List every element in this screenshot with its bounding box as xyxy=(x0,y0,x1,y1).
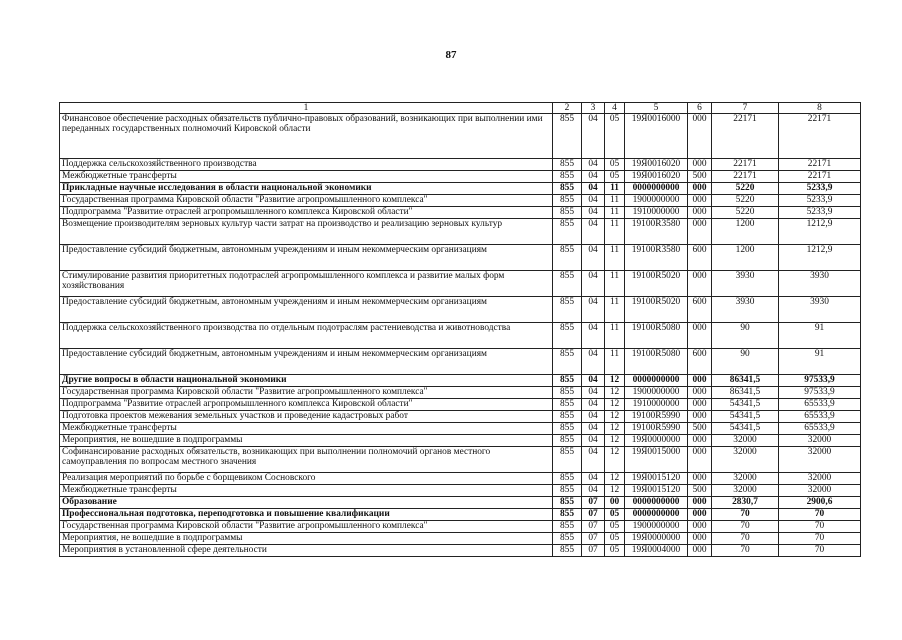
cell-csr: 19100R3580 xyxy=(625,219,688,245)
cell-sum1: 22171 xyxy=(712,159,779,171)
cell-rz: 07 xyxy=(582,533,605,545)
cell-vr: 600 xyxy=(688,245,712,271)
cell-sum2: 1212,9 xyxy=(779,245,861,271)
cell-sum2: 97533,9 xyxy=(779,375,861,387)
cell-rz: 04 xyxy=(582,387,605,399)
cell-sum1: 22171 xyxy=(712,171,779,183)
table-row xyxy=(60,399,861,411)
header-row xyxy=(60,103,861,114)
table-row xyxy=(60,545,861,557)
cell-sum2: 91 xyxy=(779,323,861,349)
table-row xyxy=(60,349,861,375)
cell-rz: 04 xyxy=(582,195,605,207)
cell-rz: 04 xyxy=(582,411,605,423)
cell-csr: 19Я0016020 xyxy=(625,159,688,171)
cell-csr: 19100R5990 xyxy=(625,411,688,423)
cell-vr: 000 xyxy=(688,411,712,423)
cell-pr: 11 xyxy=(605,183,625,195)
cell-sum2: 32000 xyxy=(779,447,861,473)
cell-ved: 855 xyxy=(553,375,582,387)
cell-pr: 11 xyxy=(605,297,625,323)
cell-sum1: 32000 xyxy=(712,473,779,485)
cell-rz: 04 xyxy=(582,435,605,447)
cell-sum1: 32000 xyxy=(712,435,779,447)
cell-sum1: 1200 xyxy=(712,219,779,245)
cell-pr: 12 xyxy=(605,399,625,411)
cell-vr: 600 xyxy=(688,349,712,375)
cell-csr: 1900000000 xyxy=(625,195,688,207)
cell-vr: 000 xyxy=(688,545,712,557)
cell-name: Возмещение производителям зерновых культур части затрат на производство и реализацию зерновых культур xyxy=(60,219,553,245)
cell-csr: 1900000000 xyxy=(625,387,688,399)
cell-vr: 000 xyxy=(688,271,712,297)
cell-name: Межбюджетные трансферты xyxy=(60,171,553,183)
cell-pr: 11 xyxy=(605,271,625,297)
cell-sum2: 70 xyxy=(779,533,861,545)
cell-csr: 19Я0015120 xyxy=(625,485,688,497)
cell-name: Финансовое обеспечение расходных обязательств публично-правовых образований, возникающих при выполнении ими переданных государственных полномочий Кировской области xyxy=(60,114,553,159)
cell-ved: 855 xyxy=(553,447,582,473)
cell-name: Предоставление субсидий бюджетным, автономным учреждениям и иным некоммерческим организациям xyxy=(60,349,553,375)
table-row xyxy=(60,473,861,485)
cell-ved: 855 xyxy=(553,114,582,159)
cell-rz: 04 xyxy=(582,207,605,219)
cell-vr: 000 xyxy=(688,435,712,447)
cell-ved: 855 xyxy=(553,349,582,375)
cell-csr: 0000000000 xyxy=(625,497,688,509)
table-row xyxy=(60,435,861,447)
cell-vr: 000 xyxy=(688,497,712,509)
cell-ved: 855 xyxy=(553,171,582,183)
cell-ved: 855 xyxy=(553,473,582,485)
cell-rz: 04 xyxy=(582,447,605,473)
cell-rz: 07 xyxy=(582,497,605,509)
cell-vr: 000 xyxy=(688,387,712,399)
table-row xyxy=(60,411,861,423)
cell-csr: 19100R5020 xyxy=(625,271,688,297)
cell-pr: 12 xyxy=(605,473,625,485)
header-cell: 2 xyxy=(553,103,582,114)
cell-pr: 12 xyxy=(605,485,625,497)
cell-name: Государственная программа Кировской области "Развитие агропромышленного комплекса" xyxy=(60,521,553,533)
cell-sum1: 86341,5 xyxy=(712,375,779,387)
cell-rz: 04 xyxy=(582,423,605,435)
cell-vr: 000 xyxy=(688,399,712,411)
cell-rz: 04 xyxy=(582,171,605,183)
cell-sum1: 32000 xyxy=(712,447,779,473)
cell-ved: 855 xyxy=(553,497,582,509)
cell-ved: 855 xyxy=(553,207,582,219)
cell-sum2: 97533,9 xyxy=(779,387,861,399)
table-row xyxy=(60,171,861,183)
cell-sum1: 3930 xyxy=(712,271,779,297)
cell-vr: 500 xyxy=(688,171,712,183)
cell-sum2: 3930 xyxy=(779,271,861,297)
cell-sum2: 5233,9 xyxy=(779,195,861,207)
cell-vr: 000 xyxy=(688,183,712,195)
table-row xyxy=(60,423,861,435)
cell-rz: 04 xyxy=(582,183,605,195)
cell-ved: 855 xyxy=(553,183,582,195)
cell-sum1: 5220 xyxy=(712,183,779,195)
table-row xyxy=(60,271,861,297)
cell-name: Мероприятия в установленной сфере деятельности xyxy=(60,545,553,557)
cell-csr: 1910000000 xyxy=(625,399,688,411)
cell-sum2: 22171 xyxy=(779,171,861,183)
cell-vr: 000 xyxy=(688,114,712,159)
cell-sum2: 22171 xyxy=(779,159,861,171)
cell-pr: 05 xyxy=(605,171,625,183)
cell-rz: 04 xyxy=(582,297,605,323)
header-cell: 6 xyxy=(688,103,712,114)
cell-sum1: 22171 xyxy=(712,114,779,159)
table-row xyxy=(60,447,861,473)
table-row xyxy=(60,323,861,349)
cell-vr: 000 xyxy=(688,323,712,349)
cell-sum1: 2830,7 xyxy=(712,497,779,509)
table-row xyxy=(60,219,861,245)
cell-pr: 12 xyxy=(605,411,625,423)
table-row xyxy=(60,533,861,545)
cell-vr: 000 xyxy=(688,195,712,207)
cell-rz: 07 xyxy=(582,521,605,533)
cell-vr: 600 xyxy=(688,297,712,323)
cell-ved: 855 xyxy=(553,545,582,557)
cell-vr: 000 xyxy=(688,159,712,171)
header-cell: 3 xyxy=(582,103,605,114)
cell-name: Предоставление субсидий бюджетным, автономным учреждениям и иным некоммерческим организациям xyxy=(60,245,553,271)
cell-sum1: 1200 xyxy=(712,245,779,271)
cell-name: Поддержка сельскохозяйственного производства xyxy=(60,159,553,171)
cell-name: Мероприятия, не вошедшие в подпрограммы xyxy=(60,435,553,447)
cell-vr: 000 xyxy=(688,533,712,545)
cell-rz: 04 xyxy=(582,114,605,159)
cell-vr: 500 xyxy=(688,423,712,435)
table-row xyxy=(60,245,861,271)
cell-csr: 0000000000 xyxy=(625,183,688,195)
cell-csr: 19100R5080 xyxy=(625,349,688,375)
cell-rz: 04 xyxy=(582,159,605,171)
cell-pr: 05 xyxy=(605,521,625,533)
cell-name: Стимулирование развития приоритетных подотраслей агропромышленного комплекса и развитие малых форм хозяйствования xyxy=(60,271,553,297)
table-row xyxy=(60,485,861,497)
cell-name: Образование xyxy=(60,497,553,509)
cell-name: Предоставление субсидий бюджетным, автономным учреждениям и иным некоммерческим организациям xyxy=(60,297,553,323)
cell-ved: 855 xyxy=(553,195,582,207)
cell-csr: 0000000000 xyxy=(625,375,688,387)
header-cell: 5 xyxy=(625,103,688,114)
cell-rz: 04 xyxy=(582,375,605,387)
cell-csr: 19100R5080 xyxy=(625,323,688,349)
cell-sum1: 54341,5 xyxy=(712,423,779,435)
cell-ved: 855 xyxy=(553,509,582,521)
table-row xyxy=(60,207,861,219)
cell-ved: 855 xyxy=(553,533,582,545)
cell-sum2: 32000 xyxy=(779,435,861,447)
cell-vr: 500 xyxy=(688,485,712,497)
cell-sum2: 32000 xyxy=(779,473,861,485)
cell-sum1: 3930 xyxy=(712,297,779,323)
cell-csr: 19Я0016020 xyxy=(625,171,688,183)
cell-csr: 0000000000 xyxy=(625,509,688,521)
cell-pr: 11 xyxy=(605,245,625,271)
cell-name: Софинансирование расходных обязательств, возникающих при выполнении полномочий органов местного самоуправления по вопросам местного значения xyxy=(60,447,553,473)
cell-pr: 12 xyxy=(605,387,625,399)
cell-csr: 19Я0016000 xyxy=(625,114,688,159)
cell-csr: 19Я0000000 xyxy=(625,435,688,447)
header-cell: 7 xyxy=(712,103,779,114)
cell-sum2: 70 xyxy=(779,521,861,533)
cell-rz: 04 xyxy=(582,245,605,271)
table-row xyxy=(60,497,861,509)
cell-name: Подготовка проектов межевания земельных участков и проведение кадастровых работ xyxy=(60,411,553,423)
cell-sum1: 70 xyxy=(712,533,779,545)
table-row xyxy=(60,509,861,521)
cell-sum2: 5233,9 xyxy=(779,183,861,195)
cell-rz: 04 xyxy=(582,219,605,245)
cell-vr: 000 xyxy=(688,521,712,533)
cell-pr: 11 xyxy=(605,349,625,375)
cell-csr: 19100R5990 xyxy=(625,423,688,435)
cell-rz: 04 xyxy=(582,485,605,497)
cell-pr: 12 xyxy=(605,423,625,435)
cell-name: Государственная программа Кировской области "Развитие агропромышленного комплекса" xyxy=(60,195,553,207)
cell-csr: 19100R5020 xyxy=(625,297,688,323)
cell-ved: 855 xyxy=(553,271,582,297)
cell-rz: 04 xyxy=(582,399,605,411)
cell-rz: 07 xyxy=(582,509,605,521)
cell-sum1: 70 xyxy=(712,509,779,521)
cell-ved: 855 xyxy=(553,245,582,271)
cell-pr: 12 xyxy=(605,375,625,387)
cell-csr: 19Я0000000 xyxy=(625,533,688,545)
cell-ved: 855 xyxy=(553,159,582,171)
table-row xyxy=(60,114,861,159)
table-row xyxy=(60,297,861,323)
cell-name: Профессиональная подготовка, переподготовка и повышение квалификации xyxy=(60,509,553,521)
cell-sum2: 2900,6 xyxy=(779,497,861,509)
cell-rz: 04 xyxy=(582,349,605,375)
cell-ved: 855 xyxy=(553,399,582,411)
cell-name: Поддержка сельскохозяйственного производства по отдельным подотраслям растениеводства и животноводства xyxy=(60,323,553,349)
cell-sum1: 5220 xyxy=(712,195,779,207)
cell-sum2: 65533,9 xyxy=(779,399,861,411)
cell-name: Реализация мероприятий по борьбе с борщевиком Сосновского xyxy=(60,473,553,485)
cell-sum2: 5233,9 xyxy=(779,207,861,219)
cell-ved: 855 xyxy=(553,411,582,423)
table-row xyxy=(60,521,861,533)
cell-ved: 855 xyxy=(553,521,582,533)
cell-name: Подпрограмма "Развитие отраслей агропромышленного комплекса Кировской области" xyxy=(60,399,553,411)
cell-name: Государственная программа Кировской области "Развитие агропромышленного комплекса" xyxy=(60,387,553,399)
cell-name: Мероприятия, не вошедшие в подпрограммы xyxy=(60,533,553,545)
cell-vr: 000 xyxy=(688,219,712,245)
cell-sum2: 3930 xyxy=(779,297,861,323)
cell-pr: 00 xyxy=(605,497,625,509)
cell-csr: 19100R3580 xyxy=(625,245,688,271)
cell-sum2: 70 xyxy=(779,509,861,521)
cell-rz: 07 xyxy=(582,545,605,557)
page-number: 87 xyxy=(445,49,457,61)
table-row xyxy=(60,387,861,399)
cell-rz: 04 xyxy=(582,473,605,485)
cell-pr: 05 xyxy=(605,159,625,171)
cell-sum1: 54341,5 xyxy=(712,411,779,423)
table-row xyxy=(60,183,861,195)
cell-sum1: 70 xyxy=(712,521,779,533)
cell-sum2: 32000 xyxy=(779,485,861,497)
cell-pr: 05 xyxy=(605,545,625,557)
cell-vr: 000 xyxy=(688,447,712,473)
cell-sum2: 1212,9 xyxy=(779,219,861,245)
cell-ved: 855 xyxy=(553,297,582,323)
cell-sum2: 91 xyxy=(779,349,861,375)
cell-sum2: 70 xyxy=(779,545,861,557)
cell-rz: 04 xyxy=(582,323,605,349)
cell-pr: 05 xyxy=(605,533,625,545)
cell-csr: 19Я0004000 xyxy=(625,545,688,557)
cell-pr: 11 xyxy=(605,219,625,245)
cell-name: Другие вопросы в области национальной экономики xyxy=(60,375,553,387)
budget-table xyxy=(59,102,861,557)
cell-sum2: 65533,9 xyxy=(779,423,861,435)
cell-sum1: 5220 xyxy=(712,207,779,219)
cell-csr: 1900000000 xyxy=(625,521,688,533)
cell-ved: 855 xyxy=(553,435,582,447)
cell-ved: 855 xyxy=(553,387,582,399)
cell-ved: 855 xyxy=(553,485,582,497)
cell-sum1: 90 xyxy=(712,349,779,375)
cell-sum1: 90 xyxy=(712,323,779,349)
cell-sum2: 65533,9 xyxy=(779,411,861,423)
cell-vr: 000 xyxy=(688,509,712,521)
cell-vr: 000 xyxy=(688,207,712,219)
cell-name: Межбюджетные трансферты xyxy=(60,423,553,435)
cell-sum1: 54341,5 xyxy=(712,399,779,411)
cell-pr: 05 xyxy=(605,114,625,159)
table-row xyxy=(60,195,861,207)
cell-pr: 11 xyxy=(605,323,625,349)
cell-pr: 12 xyxy=(605,447,625,473)
cell-name: Прикладные научные исследования в области национальной экономики xyxy=(60,183,553,195)
cell-vr: 000 xyxy=(688,473,712,485)
cell-pr: 05 xyxy=(605,509,625,521)
cell-pr: 11 xyxy=(605,207,625,219)
cell-vr: 000 xyxy=(688,375,712,387)
cell-pr: 11 xyxy=(605,195,625,207)
cell-sum1: 86341,5 xyxy=(712,387,779,399)
cell-sum2: 22171 xyxy=(779,114,861,159)
table-row xyxy=(60,159,861,171)
header-cell: 1 xyxy=(60,103,553,114)
cell-ved: 855 xyxy=(553,219,582,245)
cell-name: Подпрограмма "Развитие отраслей агропромышленного комплекса Кировской области" xyxy=(60,207,553,219)
cell-csr: 19Я0015000 xyxy=(625,447,688,473)
cell-name: Межбюджетные трансферты xyxy=(60,485,553,497)
cell-sum1: 70 xyxy=(712,545,779,557)
header-cell: 8 xyxy=(779,103,861,114)
table-row xyxy=(60,375,861,387)
cell-ved: 855 xyxy=(553,323,582,349)
cell-pr: 12 xyxy=(605,435,625,447)
cell-sum1: 32000 xyxy=(712,485,779,497)
cell-rz: 04 xyxy=(582,271,605,297)
cell-ved: 855 xyxy=(553,423,582,435)
cell-csr: 19Я0015120 xyxy=(625,473,688,485)
header-cell: 4 xyxy=(605,103,625,114)
cell-csr: 1910000000 xyxy=(625,207,688,219)
